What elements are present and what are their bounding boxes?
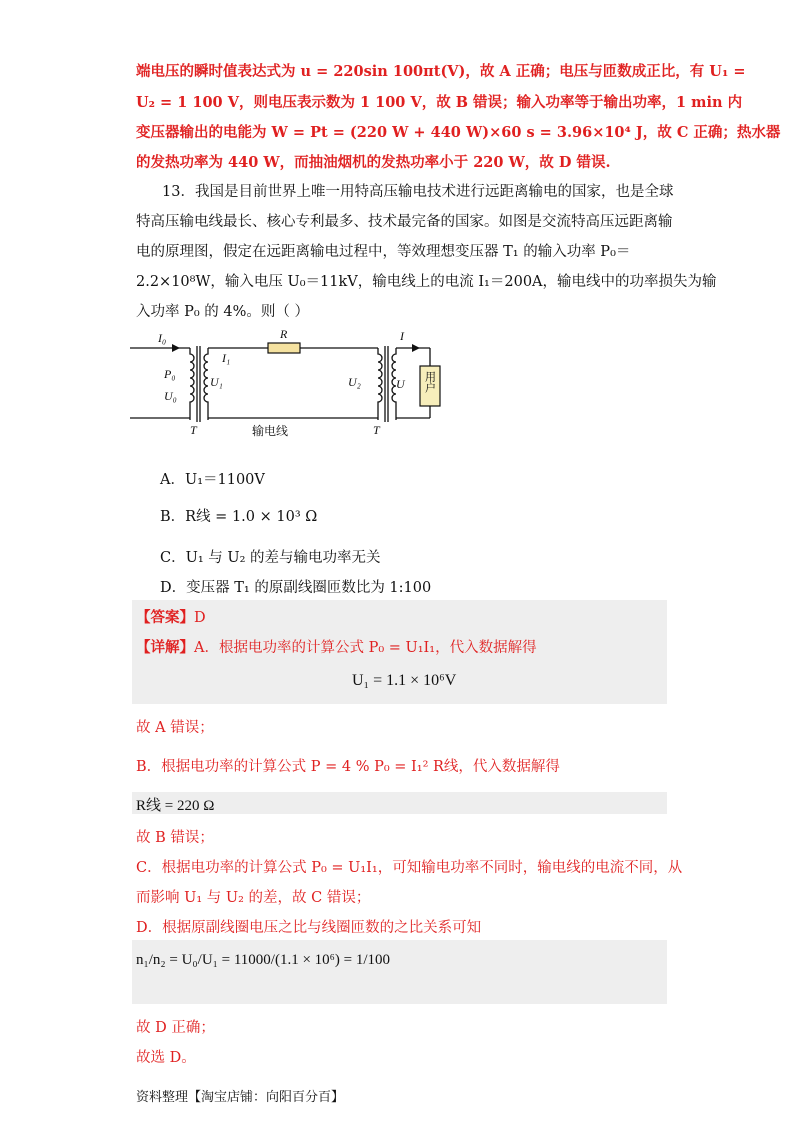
detail-tag: 【详解】 <box>136 639 194 656</box>
label-U1: U₁ <box>210 375 223 389</box>
prev-solution-line-4: 的发热功率为 440 W，而抽油烟机的发热功率小于 220 W，故 D 错误. <box>136 154 611 171</box>
prev-solution-line-1: 端电压的瞬时值表达式为 u = 220sin 100πt(V)，故 A 正确；电压与匝数成正比，有 U₁ = <box>136 63 746 80</box>
detail-c-line-1: C．根据电功率的计算公式 P₀ = U₁I₁，可知输电功率不同时，输电线的电流不同，从 <box>136 860 683 876</box>
conclusion-b: 故 B 错误； <box>136 830 214 846</box>
conclusion-d: 故 D 正确； <box>136 1020 215 1036</box>
formula-d: n₁/n₂ = U₀/U₁ = 11000/(1.1 × 10⁶) = 1/100 <box>136 952 391 968</box>
label-transmission-line: 输电线 <box>252 424 289 438</box>
option-d: D．变压器 T₁ 的原副线圈匝数比为 1:100 <box>160 580 432 596</box>
label-T-right: T <box>373 423 380 437</box>
question-line-5: 入功率 P₀ 的 4%。则（ ） <box>136 304 310 320</box>
formula-a: U₁ = 1.1 × 10⁶V <box>352 672 457 689</box>
formula-d-shade <box>132 940 667 1004</box>
detail-b-text: B．根据电功率的计算公式 P = 4 % P₀ = I₁² R线，代入数据解得 <box>136 759 560 775</box>
resistor-R <box>268 343 300 353</box>
prev-solution-line-2: U₂ = 1 100 V，则电压表示数为 1 100 V，故 B 错误；输入功率等于输出功率，1 min 内 <box>136 94 743 111</box>
label-I1: I₁ <box>222 351 231 365</box>
question-line-1: 13．我国是目前世界上唯一用特高压输电技术进行远距离输电的国家，也是全球 <box>162 184 674 200</box>
footer-source: 资料整理【淘宝店铺：向阳百分百】 <box>136 1090 345 1105</box>
label-I: I <box>400 329 404 343</box>
detail-d-text: D．根据原副线圈电压之比与线圈匝数的之比关系可知 <box>136 920 482 936</box>
detail-a-line <box>136 636 537 657</box>
option-c: C．U₁ 与 U₂ 的差与输电功率无关 <box>160 550 381 566</box>
question-line-2: 特高压输电线最长、核心专利最多、技术最完备的国家。如图是交流特高压远距离输 <box>136 214 673 230</box>
answer-value: D <box>194 610 206 626</box>
label-P0: P₀ <box>164 367 176 381</box>
option-b: B．R线 = 1.0 × 10³ Ω <box>160 509 318 525</box>
final-answer: 故选 D。 <box>136 1050 196 1066</box>
label-U2: U₂ <box>348 375 361 389</box>
detail-a-text: A．根据电功率的计算公式 P₀ = U₁I₁，代入数据解得 <box>194 640 537 656</box>
label-T-left: T <box>190 423 197 437</box>
label-R: R <box>280 327 288 341</box>
answer-line <box>136 606 206 627</box>
formula-b: R线 = 220 Ω <box>136 798 215 814</box>
label-I0: I₀ <box>158 331 167 345</box>
detail-c-line-2: 而影响 U₁ 与 U₂ 的差，故 C 错误； <box>136 890 371 906</box>
prev-solution-line-3: 变压器输出的电能为 W = Pt = (220 W + 440 W)×60 s = 3.96×10⁴ J，故 C 正确；热水器 <box>136 124 781 141</box>
label-U: U <box>396 377 405 391</box>
label-U0: U₀ <box>164 389 177 403</box>
question-line-3: 电的原理图，假定在远距离输电过程中，等效理想变压器 T₁ 的输入功率 P₀＝ <box>136 244 631 260</box>
option-a: A．U₁＝1100V <box>160 472 265 488</box>
question-line-4: 2.2×10⁸W，输入电压 U₀＝11kV，输电线上的电流 I₁＝200A，输电线中的功率损失为输 <box>136 274 717 290</box>
circuit-diagram <box>130 326 460 442</box>
conclusion-a: 故 A 错误； <box>136 720 214 736</box>
label-user: 用户 <box>423 371 437 393</box>
answer-tag: 【答案】 <box>136 609 194 626</box>
